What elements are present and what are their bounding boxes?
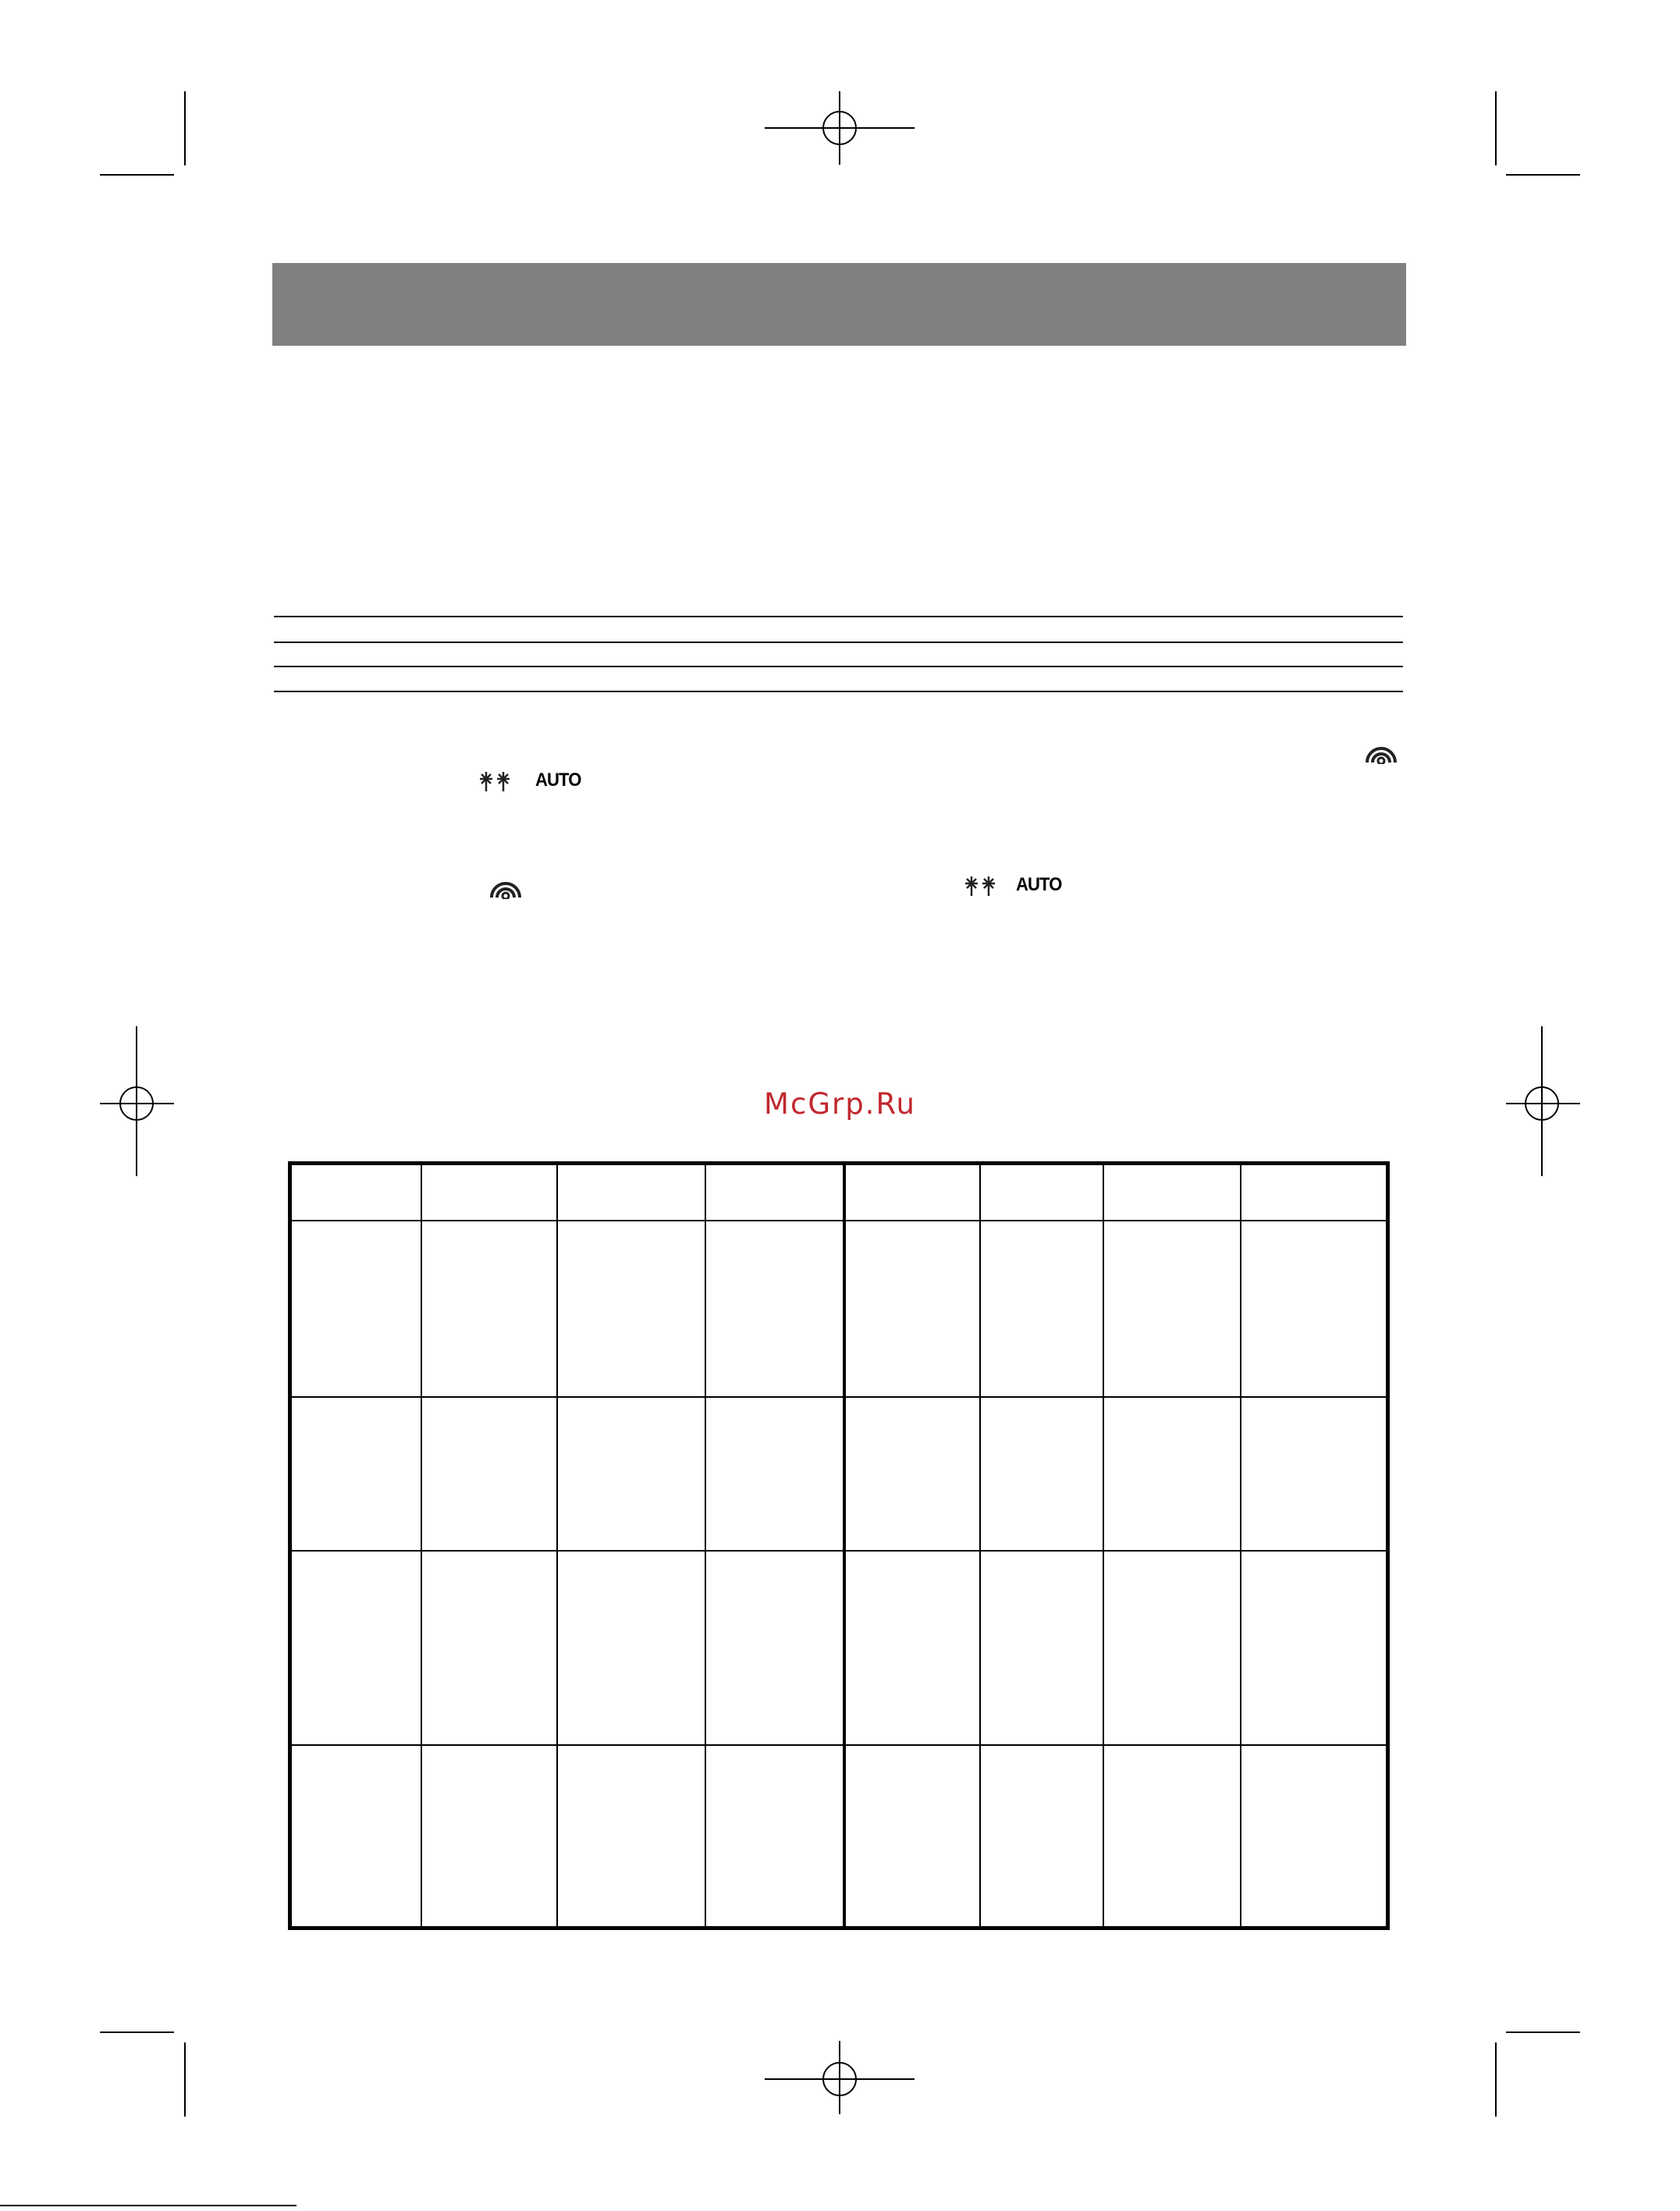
table-cell: [421, 1221, 557, 1397]
speaker-waves-icon: [488, 877, 523, 899]
settings-table: [288, 1161, 1390, 1930]
table-row: [290, 1745, 1388, 1928]
crop-mark-top-left-horizontal: [100, 174, 174, 176]
table-cell: [1241, 1745, 1388, 1928]
table-row: [290, 1551, 1388, 1745]
table-cell: [980, 1551, 1103, 1745]
table-cell: [1103, 1221, 1241, 1397]
registration-mark-bottom-circle: [822, 2062, 857, 2096]
rule-2: [274, 642, 1403, 643]
crop-mark-bottom-left-horizontal: [100, 2031, 174, 2033]
table-cell: [557, 1745, 705, 1928]
table-cell: [290, 1221, 421, 1397]
table-cell: [421, 1551, 557, 1745]
watermark: McGrp.Ru: [764, 1087, 916, 1121]
table-cell: [557, 1551, 705, 1745]
table-cell: [705, 1745, 844, 1928]
crop-mark-top-left-vertical: [184, 91, 186, 165]
snowflake-pair-icon: [478, 770, 513, 793]
table-cell: [557, 1397, 705, 1551]
snowflake-pair-icon: [964, 874, 998, 898]
table-cell: [844, 1221, 980, 1397]
table-cell: [1241, 1397, 1388, 1551]
table-cell: [705, 1551, 844, 1745]
table-cell: [290, 1164, 421, 1221]
crop-mark-bottom-right-horizontal: [1506, 2031, 1580, 2033]
table-cell: [290, 1397, 421, 1551]
table-row: [290, 1221, 1388, 1397]
rule-3: [274, 666, 1403, 667]
table-cell: [1241, 1551, 1388, 1745]
crop-mark-top-right-horizontal: [1506, 174, 1580, 176]
rule-1: [274, 616, 1403, 617]
table-cell: [844, 1164, 980, 1221]
table-cell: [980, 1745, 1103, 1928]
crop-mark-top-right-vertical: [1495, 91, 1497, 165]
table-cell: [844, 1397, 980, 1551]
footer-line: [0, 2205, 297, 2206]
speaker-waves-icon: [1364, 742, 1398, 764]
table-cell: [421, 1164, 557, 1221]
table-cell: [421, 1745, 557, 1928]
auto-label-2: AUTO: [1016, 874, 1062, 895]
registration-mark-top-circle: [822, 111, 857, 145]
table-cell: [1103, 1164, 1241, 1221]
table-cell: [421, 1397, 557, 1551]
table-cell: [290, 1745, 421, 1928]
table-row: [290, 1164, 1388, 1221]
crop-mark-bottom-left-vertical: [184, 2042, 186, 2117]
rule-4: [274, 691, 1403, 692]
table-cell: [844, 1745, 980, 1928]
crop-mark-bottom-right-vertical: [1495, 2042, 1497, 2117]
table-cell: [844, 1551, 980, 1745]
table-cell: [1103, 1551, 1241, 1745]
table-cell: [705, 1397, 844, 1551]
auto-label-1: AUTO: [535, 770, 581, 791]
header-band: [272, 263, 1406, 346]
table-cell: [705, 1221, 844, 1397]
table-row: [290, 1397, 1388, 1551]
table-cell: [557, 1221, 705, 1397]
table-cell: [980, 1397, 1103, 1551]
table-cell: [290, 1551, 421, 1745]
table-cell: [557, 1164, 705, 1221]
table-cell: [980, 1221, 1103, 1397]
table-cell: [1103, 1397, 1241, 1551]
table-cell: [980, 1164, 1103, 1221]
table-cell: [1241, 1221, 1388, 1397]
table-cell: [1241, 1164, 1388, 1221]
table-cell: [1103, 1745, 1241, 1928]
table-cell: [705, 1164, 844, 1221]
